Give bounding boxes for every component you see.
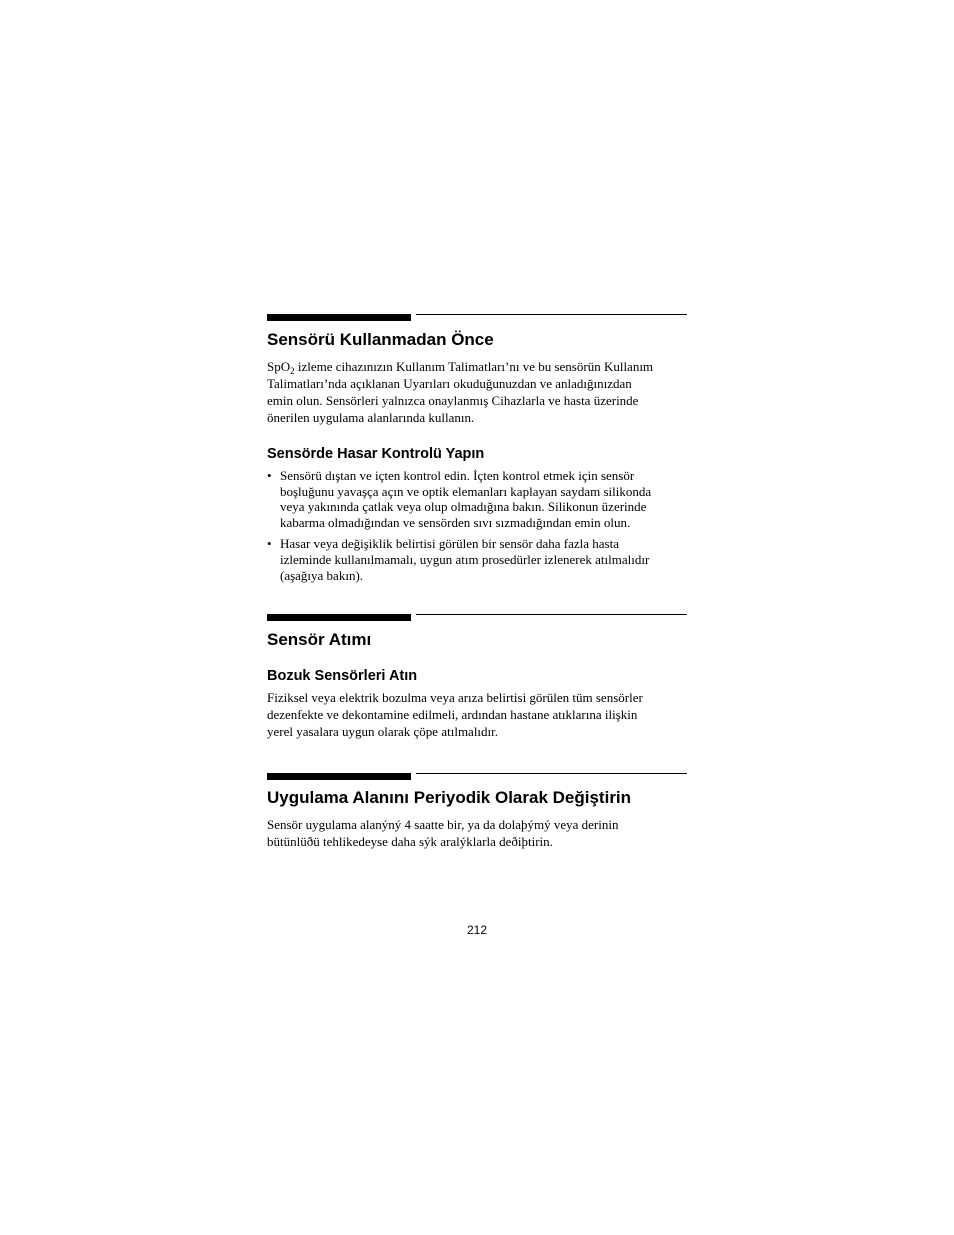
paragraph-line [267,358,692,375]
paragraph-line-text: izleme cihazınızın Kullanım Talimatları’nı ve bu sensörün Kullanım [294,359,654,374]
damage-check-list [267,468,692,589]
paragraph-line: Sensör uygulama alanýný 4 saatte bir, ya da dolaþýmý veya derinin [267,817,619,832]
list-item-line: Hasar veya değişiklik belirtisi görülen bir sensör daha fazla hasta [280,536,619,552]
section-heading-disposal: Sensör Atımı [267,630,372,649]
section-rule-thin [416,773,687,774]
spo2-text: SpO [267,359,291,374]
section-rule-thin [416,314,687,315]
paragraph-line: emin olun. Sensörleri yalnızca onaylanmış Cihazlarla ve hasta üzerinde [267,393,639,408]
section-rule-thick [267,614,411,621]
section-rule-thick [267,314,411,321]
section-rule-thin [416,614,687,615]
list-item-line: (aşağıya bakın). [280,567,364,583]
paragraph-line: Fiziksel veya elektrik bozulma veya arıza belirtisi görülen tüm sensörler [267,690,643,705]
spo2-subscript: 2 [290,366,295,376]
subheading-damage-check: Sensörde Hasar Kontrolü Yapın [267,446,485,462]
list-item-line: veya yakınında çatlak veya olup olmadığına bakın. Silikonun üzerinde [280,499,647,515]
paragraph-line: dezenfekte ve dekontamine edilmeli, ardından hastane atıklarına ilişkin [267,707,638,722]
list-item-line: kabarma olmadığından ve sensörden sıvı sızmadığından emin olun. [280,514,631,530]
list-item [267,468,692,530]
paragraph-line: bütünlüðü tehlikedeyse daha sýk aralýklarla deðiþtirin. [267,834,553,849]
section-rule [267,614,687,622]
subheading-dispose-damaged: Bozuk Sensörleri Atın [267,668,418,684]
paragraph-line: yerel yasalara uygun olarak çöpe atılmalıdır. [267,724,499,739]
list-item-line: boşluğunu yavaşça açın ve optik elemanları kaplayan saydam silikonda [280,483,652,499]
change-site-paragraph [267,816,692,850]
disposal-paragraph [267,689,692,740]
before-use-paragraph [267,358,692,426]
section-heading-before-use: Sensörü Kullanmadan Önce [267,330,494,349]
bullet-icon: • [267,536,272,552]
paragraph-line: Talimatları’nda açıklanan Uyarıları okuduğunuzdan ve anladığınızdan [267,376,632,391]
list-item-line: Sensörü dıştan ve içten kontrol edin. İçten kontrol etmek için sensör [280,468,635,483]
bullet-icon: • [267,468,272,483]
section-heading-change-site: Uygulama Alanını Periyodik Olarak Değiştirin [267,788,632,807]
paragraph-line: önerilen uygulama alanlarında kullanın. [267,410,475,425]
section-rule [267,314,687,322]
section-rule [267,773,687,781]
list-item-line: izleminde kullanılmamalı, uygun atım prosedürler izlenerek atılmalıdır [280,551,650,567]
list-item [267,536,692,583]
section-rule-thick [267,773,411,780]
page-number: 212 [466,923,488,937]
